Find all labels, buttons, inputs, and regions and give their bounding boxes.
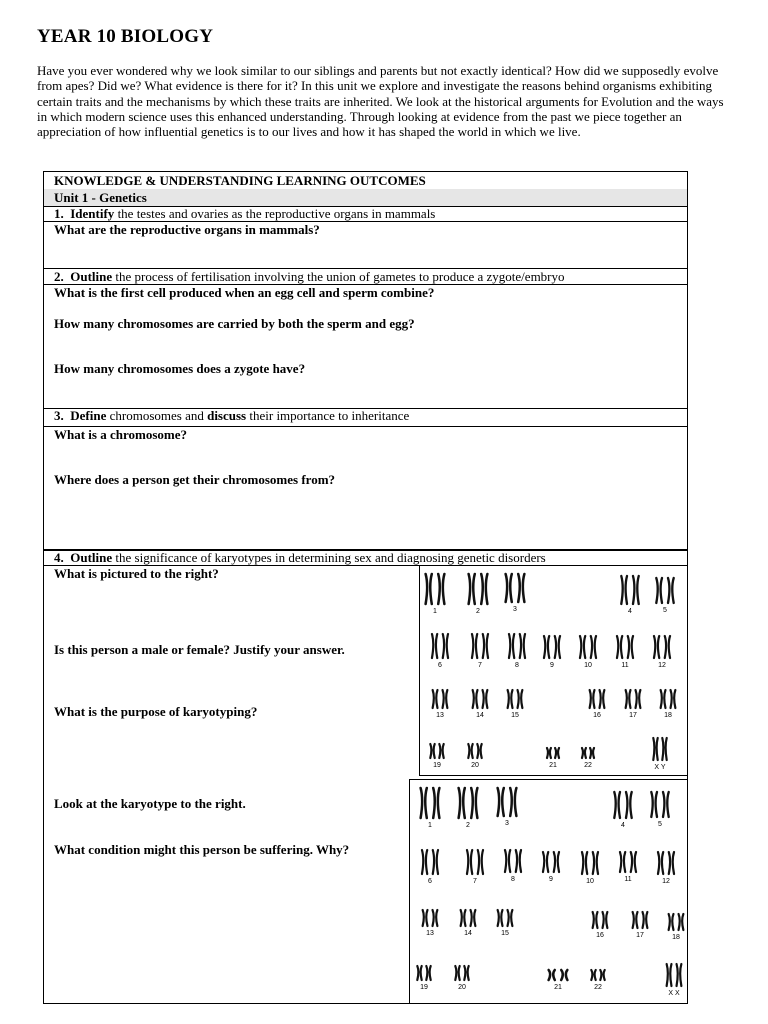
karyo2-label-6: 6 xyxy=(428,878,432,885)
outcome-2-num: 2. xyxy=(54,269,64,284)
karyo2-label-16: 16 xyxy=(596,932,604,939)
table-header: KNOWLEDGE & UNDERSTANDING LEARNING OUTCOMES xyxy=(54,173,426,188)
karyo1-chromosome-8 xyxy=(509,634,525,658)
karyo2-chromosome-2 xyxy=(459,788,478,818)
outcome-3 xyxy=(54,408,409,424)
outcome-2-text: the process of fertilisation involving the union of gametes to produce a zygote/embryo xyxy=(112,269,565,284)
karyo2-label-12: 12 xyxy=(662,878,670,885)
karyo1-chromosome-23 xyxy=(653,738,666,760)
karyo2-chromosome-11 xyxy=(620,852,636,872)
karyo2-chromosome-21 xyxy=(549,970,568,980)
question-chromosome-source: Where does a person get their chromosomes from? xyxy=(54,472,336,487)
karyo2-label-1: 1 xyxy=(428,822,432,829)
karyo2-label-11: 11 xyxy=(624,876,632,883)
karyo1-label-16: 16 xyxy=(593,712,601,719)
karyo2-chromosome-16 xyxy=(593,912,608,928)
karyo1-label-11: 11 xyxy=(621,662,629,669)
outcome-3-text: chromosomes and xyxy=(106,408,208,423)
karyo1-label-12: 12 xyxy=(658,662,666,669)
karyo2-chromosome-7 xyxy=(467,850,483,874)
karyo2-label-3: 3 xyxy=(505,820,509,827)
karyo1-chromosome-11 xyxy=(617,636,633,658)
karyo1-label-8: 8 xyxy=(515,662,519,669)
karyo1-chromosome-17 xyxy=(626,690,641,708)
karyo1-chromosome-3 xyxy=(506,574,525,602)
karyotype-trisomy-svg xyxy=(410,780,687,1003)
question-what-pictured: What is pictured to the right? xyxy=(54,566,219,581)
karyo2-label-19: 19 xyxy=(420,984,428,991)
karyo2-label-23: X X xyxy=(668,990,680,997)
question-chromosomes-sperm-egg: How many chromosomes are carried by both the sperm and egg? xyxy=(54,316,415,331)
karyo1-chromosome-13 xyxy=(433,690,448,708)
unit-title: Unit 1 - Genetics xyxy=(54,190,147,205)
karyo1-label-7: 7 xyxy=(478,662,482,669)
outcome-3-verb: Define xyxy=(70,408,107,423)
karyo2-label-20: 20 xyxy=(458,984,466,991)
karyo2-label-18: 18 xyxy=(672,934,680,941)
karyo2-label-14: 14 xyxy=(464,930,472,937)
karyotype-male-image xyxy=(419,565,688,776)
karyo1-label-4: 4 xyxy=(628,608,632,615)
outcome-1 xyxy=(54,206,435,222)
karyo1-chromosome-2 xyxy=(469,574,488,604)
karyo2-label-8: 8 xyxy=(511,876,515,883)
karyotype-male-svg xyxy=(420,566,687,775)
karyo2-label-13: 13 xyxy=(426,930,434,937)
karyo2-label-4: 4 xyxy=(621,822,625,829)
karyo2-label-21: 21 xyxy=(554,984,562,991)
karyo1-chromosome-6 xyxy=(432,634,448,658)
karyo1-label-13: 13 xyxy=(436,712,444,719)
karyo2-label-5: 5 xyxy=(658,821,662,828)
outcome-4-num: 4. xyxy=(54,550,64,565)
outcome-3-num: 3. xyxy=(54,408,64,423)
karyo1-label-18: 18 xyxy=(664,712,672,719)
outcome-3-verb2: discuss xyxy=(207,408,247,423)
outcome-1-num: 1. xyxy=(54,206,64,221)
karyo1-chromosome-10 xyxy=(580,636,596,658)
karyo2-chromosome-5 xyxy=(651,792,668,817)
outcome-2-verb: Outline xyxy=(70,269,113,284)
karyo1-chromosome-1 xyxy=(426,574,445,604)
karyo1-chromosome-19 xyxy=(430,744,443,758)
karyo1-chromosome-20 xyxy=(468,744,481,758)
question-male-or-female: Is this person a male or female? Justify your answer. xyxy=(54,642,345,657)
karyo1-label-6: 6 xyxy=(438,662,442,669)
page-title: YEAR 10 BIOLOGY xyxy=(37,26,214,47)
karyo2-chromosome-13 xyxy=(423,910,438,926)
karyotype-trisomy-image xyxy=(409,779,688,1004)
intro-paragraph: Have you ever wondered why we look similar to our siblings and parents but not exactly identical? How did we supposedly evolve from apes? Did we? What evidence is there for it? In this unit we explore and investigate the reasons behind organisms exhibiting certain traits and the mechanisms by which these traits are inherited. We look at the historical arguments for Evolution and the ways in which modern science uses this enhanced understanding. Through looking at evidence from the past we piece together an appreciation of how influential genetics is to our lives and how it has shaped the world in which we live. xyxy=(37,63,724,140)
karyo1-chromosome-22 xyxy=(582,748,594,758)
karyo1-label-5: 5 xyxy=(663,607,667,614)
karyo2-chromosome-9 xyxy=(543,852,559,872)
karyo1-chromosome-15 xyxy=(508,690,523,708)
outcome-1-verb: Identify xyxy=(70,206,115,221)
karyo2-chromosome-3 xyxy=(498,788,517,816)
karyo1-label-19: 19 xyxy=(433,762,441,769)
karyo2-label-15: 15 xyxy=(501,930,509,937)
outcome-4 xyxy=(54,550,546,566)
karyo1-chromosome-16 xyxy=(590,690,605,708)
question-what-is-chromosome: What is a chromosome? xyxy=(54,427,188,442)
outcome-3-text2: their importance to inheritance xyxy=(246,408,410,423)
outcome-4-verb: Outline xyxy=(70,550,113,565)
karyo2-chromosome-12 xyxy=(658,852,674,874)
karyo2-chromosome-19 xyxy=(417,966,430,980)
karyo1-chromosome-14 xyxy=(473,690,488,708)
karyo1-label-2: 2 xyxy=(476,608,480,615)
karyo1-chromosome-4 xyxy=(621,576,638,604)
karyo1-chromosome-7 xyxy=(472,634,488,658)
karyo1-label-17: 17 xyxy=(629,712,637,719)
karyo1-label-1: 1 xyxy=(433,608,437,615)
karyo2-label-2: 2 xyxy=(466,822,470,829)
question-zygote-chromosomes: How many chromosomes does a zygote have? xyxy=(54,361,306,376)
question-purpose-karyotyping: What is the purpose of karyotyping? xyxy=(54,704,258,719)
question-first-cell: What is the first cell produced when an egg cell and sperm combine? xyxy=(54,285,435,300)
karyo2-label-22: 22 xyxy=(594,984,602,991)
outcome-4-text: the significance of karyotypes in determining sex and diagnosing genetic disorders xyxy=(112,550,546,565)
karyo2-label-9: 9 xyxy=(549,876,553,883)
karyo2-chromosome-8 xyxy=(505,850,521,872)
karyo1-label-22: 22 xyxy=(584,762,592,769)
karyo2-chromosome-4 xyxy=(614,792,631,818)
karyo1-label-21: 21 xyxy=(549,762,557,769)
question-look-karyotype: Look at the karyotype to the right. xyxy=(54,796,246,811)
karyo1-chromosome-21 xyxy=(547,748,559,758)
karyo1-chromosome-5 xyxy=(656,578,673,603)
karyo2-label-10: 10 xyxy=(586,878,594,885)
question-what-condition: What condition might this person be suffering. Why? xyxy=(54,842,350,857)
karyo2-chromosome-17 xyxy=(633,912,648,928)
karyo1-label-23: X Y xyxy=(654,764,666,771)
karyo2-chromosome-14 xyxy=(461,910,476,926)
karyo2-chromosome-22 xyxy=(591,970,604,980)
karyo1-chromosome-9 xyxy=(544,636,560,658)
karyo2-chromosome-23 xyxy=(667,964,682,986)
karyo2-label-7: 7 xyxy=(473,878,477,885)
karyo1-label-15: 15 xyxy=(511,712,519,719)
outcome-2 xyxy=(54,269,565,285)
karyo1-chromosome-12 xyxy=(654,636,670,658)
question-reproductive-organs: What are the reproductive organs in mammals? xyxy=(54,222,320,237)
karyo2-chromosome-20 xyxy=(455,966,468,980)
karyo1-label-3: 3 xyxy=(513,606,517,613)
karyo2-chromosome-15 xyxy=(498,910,513,926)
karyo1-label-9: 9 xyxy=(550,662,554,669)
karyo2-chromosome-18 xyxy=(669,914,684,930)
outcome-1-text: the testes and ovaries as the reproductive organs in mammals xyxy=(114,206,436,221)
karyo2-chromosome-10 xyxy=(582,852,598,874)
karyo2-chromosome-6 xyxy=(422,850,438,874)
karyo1-chromosome-18 xyxy=(661,690,676,708)
karyo2-label-17: 17 xyxy=(636,932,644,939)
karyo1-label-14: 14 xyxy=(476,712,484,719)
karyo2-chromosome-1 xyxy=(421,788,440,818)
karyo1-label-10: 10 xyxy=(584,662,592,669)
karyo1-label-20: 20 xyxy=(471,762,479,769)
